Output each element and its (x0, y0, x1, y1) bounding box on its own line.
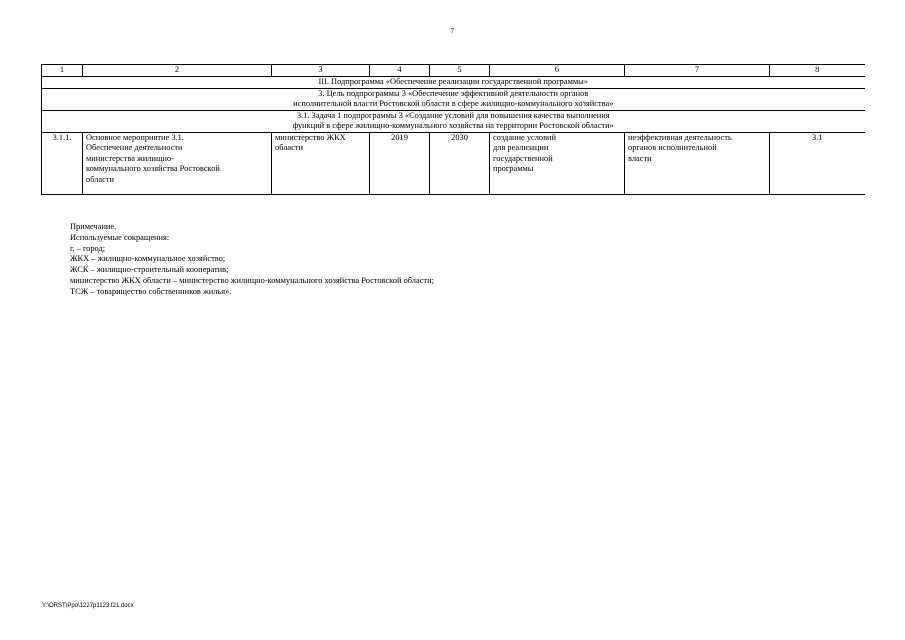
row-number: 3.1.1. (42, 132, 83, 194)
result-line: для реализации (493, 143, 549, 152)
activity-name-line: коммунального хозяйства Ростовской (86, 164, 220, 173)
file-path-footer: Y:\ORST\Ppo\1227p1123.f21.docx (42, 603, 134, 609)
executor-cell (272, 132, 370, 194)
header-cell: 5 (430, 65, 490, 77)
section-title: III. Подпрограмма «Обеспечение реализации государственной программы» (42, 77, 865, 89)
consequences-cell (625, 132, 770, 194)
note-subtitle: Используемые сокращения: (70, 232, 170, 242)
start-year: 2019 (370, 132, 430, 194)
abbreviation-line: ЖСК – жилищно-строительный кооператив; (70, 265, 229, 275)
task-line: функций в сфере жилищно-коммунального хозяйства на территории Ростовской области» (292, 121, 614, 130)
header-cell: 1 (42, 65, 83, 77)
result-line: программы (493, 164, 534, 173)
program-table (41, 64, 865, 195)
consequences-line: неэффективная деятельность (628, 132, 732, 142)
abbreviation-line: ТСЖ – товарищество собственников жилья». (70, 286, 232, 296)
activity-name-line: Основное мероприятие 3.1. (86, 132, 184, 142)
abbreviation-line: министерство ЖКХ области – министерство жилищно-коммунального хозяйства Ростовской области; (70, 275, 434, 285)
header-cell: 4 (370, 65, 430, 77)
table-header-row (42, 65, 865, 77)
header-cell: 3 (272, 65, 370, 77)
activity-name-line: области (86, 174, 114, 184)
page-number: 7 (450, 27, 455, 35)
goal-line: 3. Цель подпрограммы 3 «Обеспечение эффективной деятельности органов (318, 88, 589, 98)
executor-line: области (275, 143, 303, 152)
task-line: 3.1. Задача 1 подпрограммы 3 «Создание условий для повышения качества выполнения (296, 110, 610, 120)
abbreviation-line: ЖКХ – жилищно-коммунальное хозяйство; (70, 254, 226, 264)
goal-row (42, 88, 865, 110)
indicator-link: 3.1 (770, 132, 865, 194)
header-cell: 2 (83, 65, 272, 77)
abbreviation-line: г. – город; (70, 243, 106, 253)
table-row (42, 132, 865, 194)
header-cell: 6 (490, 65, 625, 77)
result-line: государственной (493, 153, 553, 163)
header-cell: 7 (625, 65, 770, 77)
task-cell (42, 110, 865, 132)
section-title-row (42, 77, 865, 89)
activity-name-cell (83, 132, 272, 194)
consequences-line: власти (628, 153, 652, 163)
activity-name-line: Обеспечение деятельности (86, 143, 183, 152)
activity-name-line: министерства жилищно- (86, 153, 174, 163)
goal-cell (42, 88, 865, 110)
task-row (42, 110, 865, 132)
consequences-line: органов исполнительной (628, 143, 717, 152)
result-cell (490, 132, 625, 194)
header-cell: 8 (770, 65, 865, 77)
note-title: Примечание. (70, 222, 117, 231)
end-year: 2030 (430, 132, 490, 194)
executor-line: министерство ЖКХ (275, 132, 346, 142)
result-line: создание условий (493, 132, 557, 142)
note-block (70, 222, 434, 298)
goal-line: исполнительной власти Ростовской области в сфере жилищно-коммунального хозяйства» (293, 99, 614, 108)
